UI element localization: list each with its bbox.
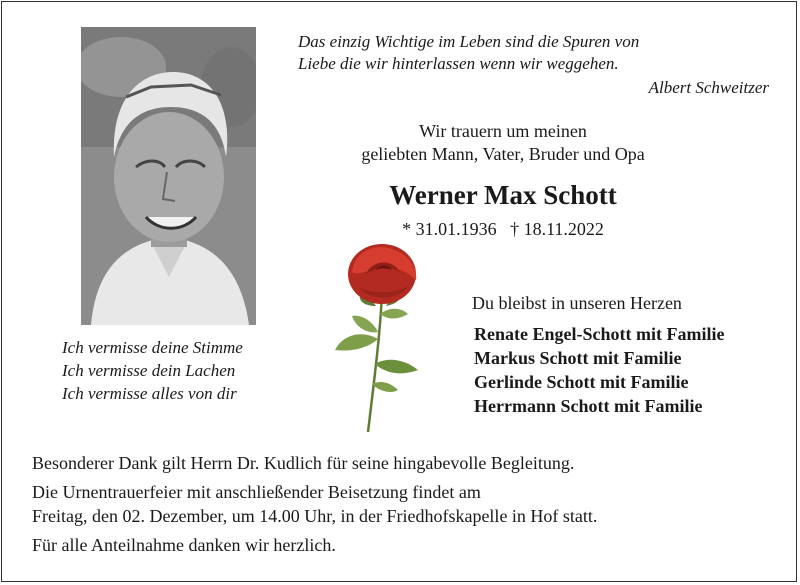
quote-author: Albert Schweitzer — [648, 78, 769, 97]
life-dates: * 31.01.1936 † 18.11.2022 — [402, 219, 604, 239]
verse-line-3: Ich vermisse alles von dir — [62, 384, 237, 403]
thanks-all: Für alle Anteilnahme danken wir herzlich. — [32, 535, 336, 555]
deceased-name: Werner Max Schott — [389, 180, 617, 210]
family-member: Herrmann Schott mit Familie — [474, 396, 703, 416]
family-member: Markus Schott mit Familie — [474, 348, 682, 368]
portrait-photo — [81, 27, 256, 325]
family-member: Gerlinde Schott mit Familie — [474, 372, 689, 392]
intro-line-2: geliebten Mann, Vater, Bruder und Opa — [361, 144, 645, 164]
ceremony-line-1: Die Urnentrauerfeier mit anschließender Beisetzung findet am — [32, 482, 481, 502]
thanks-doctor: Besonderer Dank gilt Herrn Dr. Kudlich für seine hingabevolle Begleitung. — [32, 453, 575, 473]
verse-line-1: Ich vermisse deine Stimme — [62, 338, 243, 357]
rose-icon — [330, 244, 430, 434]
heart-line: Du bleibst in unseren Herzen — [472, 293, 682, 313]
intro-line-1: Wir trauern um meinen — [419, 121, 587, 141]
quote-line-2: Liebe die wir hinterlassen wenn wir weggehen. — [298, 54, 619, 73]
family-member: Renate Engel-Schott mit Familie — [474, 324, 725, 344]
ceremony-line-2: Freitag, den 02. Dezember, um 14.00 Uhr, in der Friedhofskapelle in Hof statt. — [32, 506, 598, 526]
quote-line-1: Das einzig Wichtige im Leben sind die Spuren von — [298, 32, 640, 51]
verse-line-2: Ich vermisse dein Lachen — [62, 361, 236, 380]
